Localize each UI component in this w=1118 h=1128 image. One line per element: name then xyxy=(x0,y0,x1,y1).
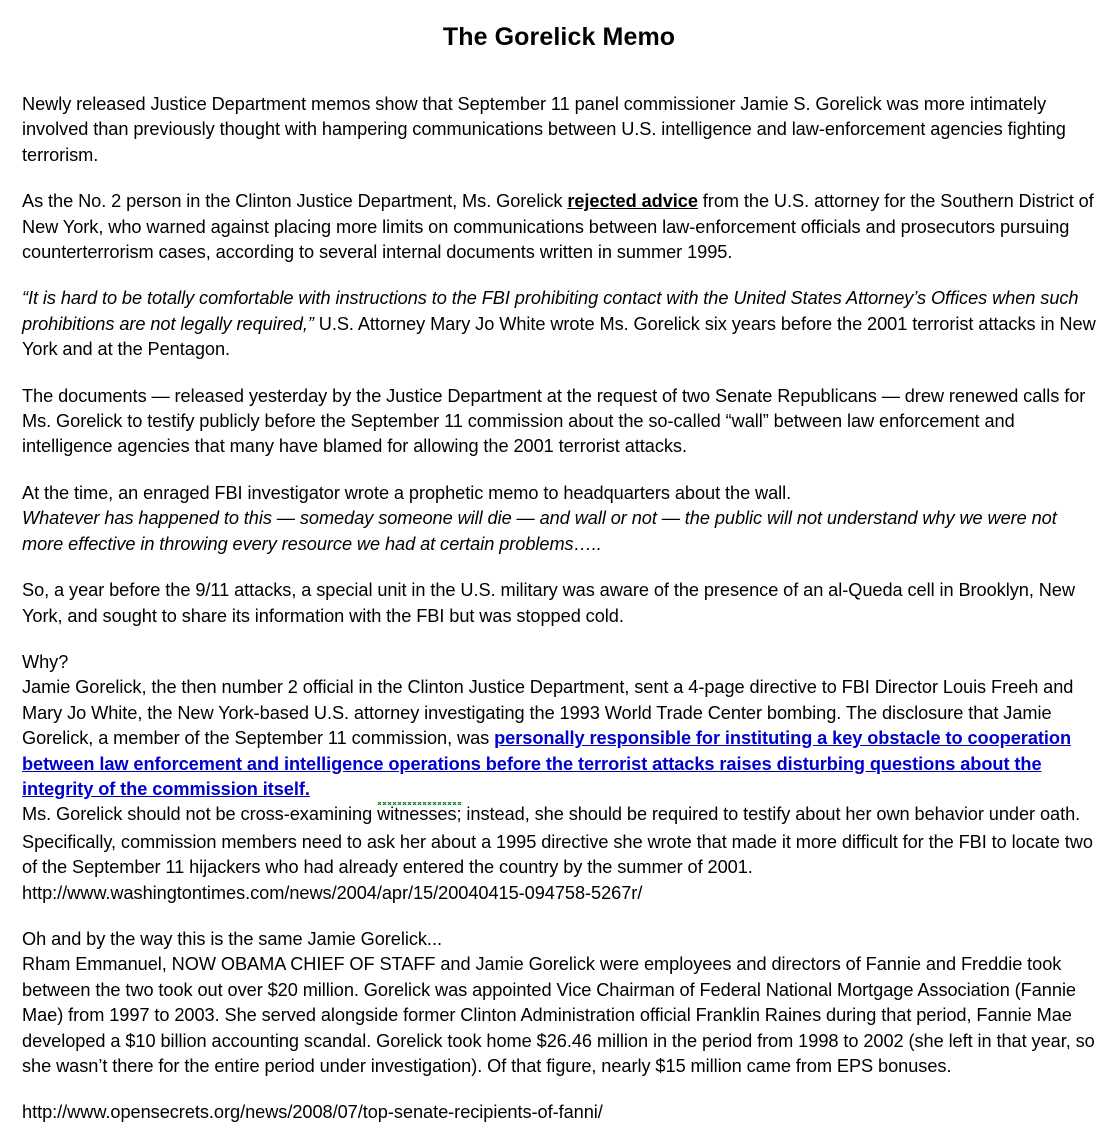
highlighted-accusation-link[interactable]: personally responsible for instituting a key obstacle to cooperation between law enforcement and intelligence operations before the terrorist attacks raises disturbing questions about the integrity of the commission itself. xyxy=(22,728,1072,799)
document-page xyxy=(0,22,1118,1128)
paragraph-fbi-memo-intro xyxy=(22,481,1096,506)
source-url-washingtontimes[interactable] xyxy=(22,881,1096,906)
source-url-opensecrets-text: http://www.opensecrets.org/news/2008/07/top-senate-recipients-of-fanni/ xyxy=(22,1102,603,1123)
paragraph-byTheWay xyxy=(22,927,1096,952)
source-url-washingtontimes-text: http://www.washingtontimes.com/news/2004/apr/15/20040415-094758-5267r/ xyxy=(22,882,643,903)
paragraph-cross-examining xyxy=(22,802,1096,880)
paragraph-rejected-advice-tail: from the U.S. attorney for the Southern District of New York, who warned against placing more limits on communications between law-enforcement officials and prosecutors pursuing counterterrorism cases, according to several internal documents written in summer 1995. xyxy=(22,191,1094,263)
emphasis-rejected-advice: rejected advice xyxy=(567,191,698,212)
paragraph-rejected-advice xyxy=(22,189,1096,265)
paragraph-white-quote xyxy=(22,286,1096,362)
paragraph-intro-text: Newly released Justice Department memos show that September 11 panel commissioner Jamie S. Gorelick was more intimately involved than previously thought with hampering communications between U.S. intelligence and law-enforcement agencies fighting terrorism. xyxy=(22,94,1066,165)
paragraph-fbi-memo-quote xyxy=(22,506,1096,557)
page-title: The Gorelick Memo xyxy=(442,23,676,51)
paragraph-intro xyxy=(22,92,1096,168)
why-question: Why? xyxy=(22,651,69,672)
paragraph-why xyxy=(22,650,1096,675)
paragraph-cross-examining-tail: instead, she should be required to testify about her own behavior under oath. Specifically, commission members need to ask her about a 1995 directive she wrote that made it more difficult for the FBI to locate two of the September 11 hijackers who had already entered the country by the summer of 2001. xyxy=(22,804,1093,878)
paragraph-directive-lead: Jamie Gorelick, the then number 2 official in the Clinton Justice Department, sent a 4-page directive to FBI Director Louis Freeh and Mary Jo White, the New York-based U.S. attorney investigating the 1993 World Trade Center bombing. The disclosure that Jamie Gorelick, a member of the September 11 commission, was xyxy=(22,677,1074,749)
paragraph-directive xyxy=(22,675,1096,802)
paragraph-fbi-memo-intro-text: At the time, an enraged FBI investigator wrote a prophetic memo to headquarters about the wall. xyxy=(22,482,792,503)
document-body xyxy=(22,92,1096,1126)
paragraph-documents-released xyxy=(22,384,1096,460)
paragraph-fannie-freddie xyxy=(22,952,1096,1079)
paragraph-byTheWay-text: Oh and by the way this is the same Jamie Gorelick... xyxy=(22,928,442,949)
paragraph-rejected-advice-lead: As the No. 2 person in the Clinton Justice Department, Ms. Gorelick xyxy=(22,191,568,212)
paragraph-cross-examining-lead: Ms. Gorelick should not be cross-examining xyxy=(22,804,378,825)
paragraph-documents-released-text: The documents — released yesterday by the Justice Department at the request of two Senate Republicans — drew renewed calls for Ms. Gorelick to testify publicly before the September 11 commission about the so-called “wall” between law enforcement and intelligence agencies that many have blamed for allowing the 2001 terrorist attacks. xyxy=(22,385,1086,457)
quote-attribution: U.S. Attorney Mary Jo White wrote Ms. Gorelick six years before the 2001 terrorist attacks in New York and at the Pentagon. xyxy=(22,313,1096,360)
source-url-opensecrets[interactable] xyxy=(22,1100,1096,1125)
paragraph-alqueda-cell xyxy=(22,578,1096,629)
paragraph-alqueda-cell-text: So, a year before the 9/11 attacks, a special unit in the U.S. military was aware of the presence of an al-Queda cell in Brooklyn, New York, and sought to share its information with the FBI but was stopped cold. xyxy=(22,580,1075,626)
spellcheck-flagged-word: witnesses; xyxy=(377,802,461,829)
paragraph-fannie-freddie-text: Rham Emmanuel, NOW OBAMA CHIEF OF STAFF and Jamie Gorelick were employees and directors of Fannie and Freddie took between the two took out over $20 million. Gorelick was appointed Vice Chairman of Federal National Mortgage Association (Fannie Mae) from 1997 to 2003. She served alongside former Clinton Administration official Franklin Raines during that period, Fannie Mae developed a $10 billion accounting scandal. Gorelick took home $26.46 million in the period from 1998 to 2002 (she left in that year, so she wasn’t there for the entire period under investigation). Of that figure, nearly $15 million came from EPS bonuses. xyxy=(22,954,1095,1076)
quote-mary-jo-white: “It is hard to be totally comfortable with instructions to the FBI prohibiting contact with the United States Attorney’s Offices when such prohibitions are not legally required,” xyxy=(22,288,1079,334)
quote-fbi-investigator: Whatever has happened to this — someday someone will die — and wall or not — the public will not understand why we were not more effective in throwing every resource we had at certain problems….. xyxy=(22,508,1057,554)
